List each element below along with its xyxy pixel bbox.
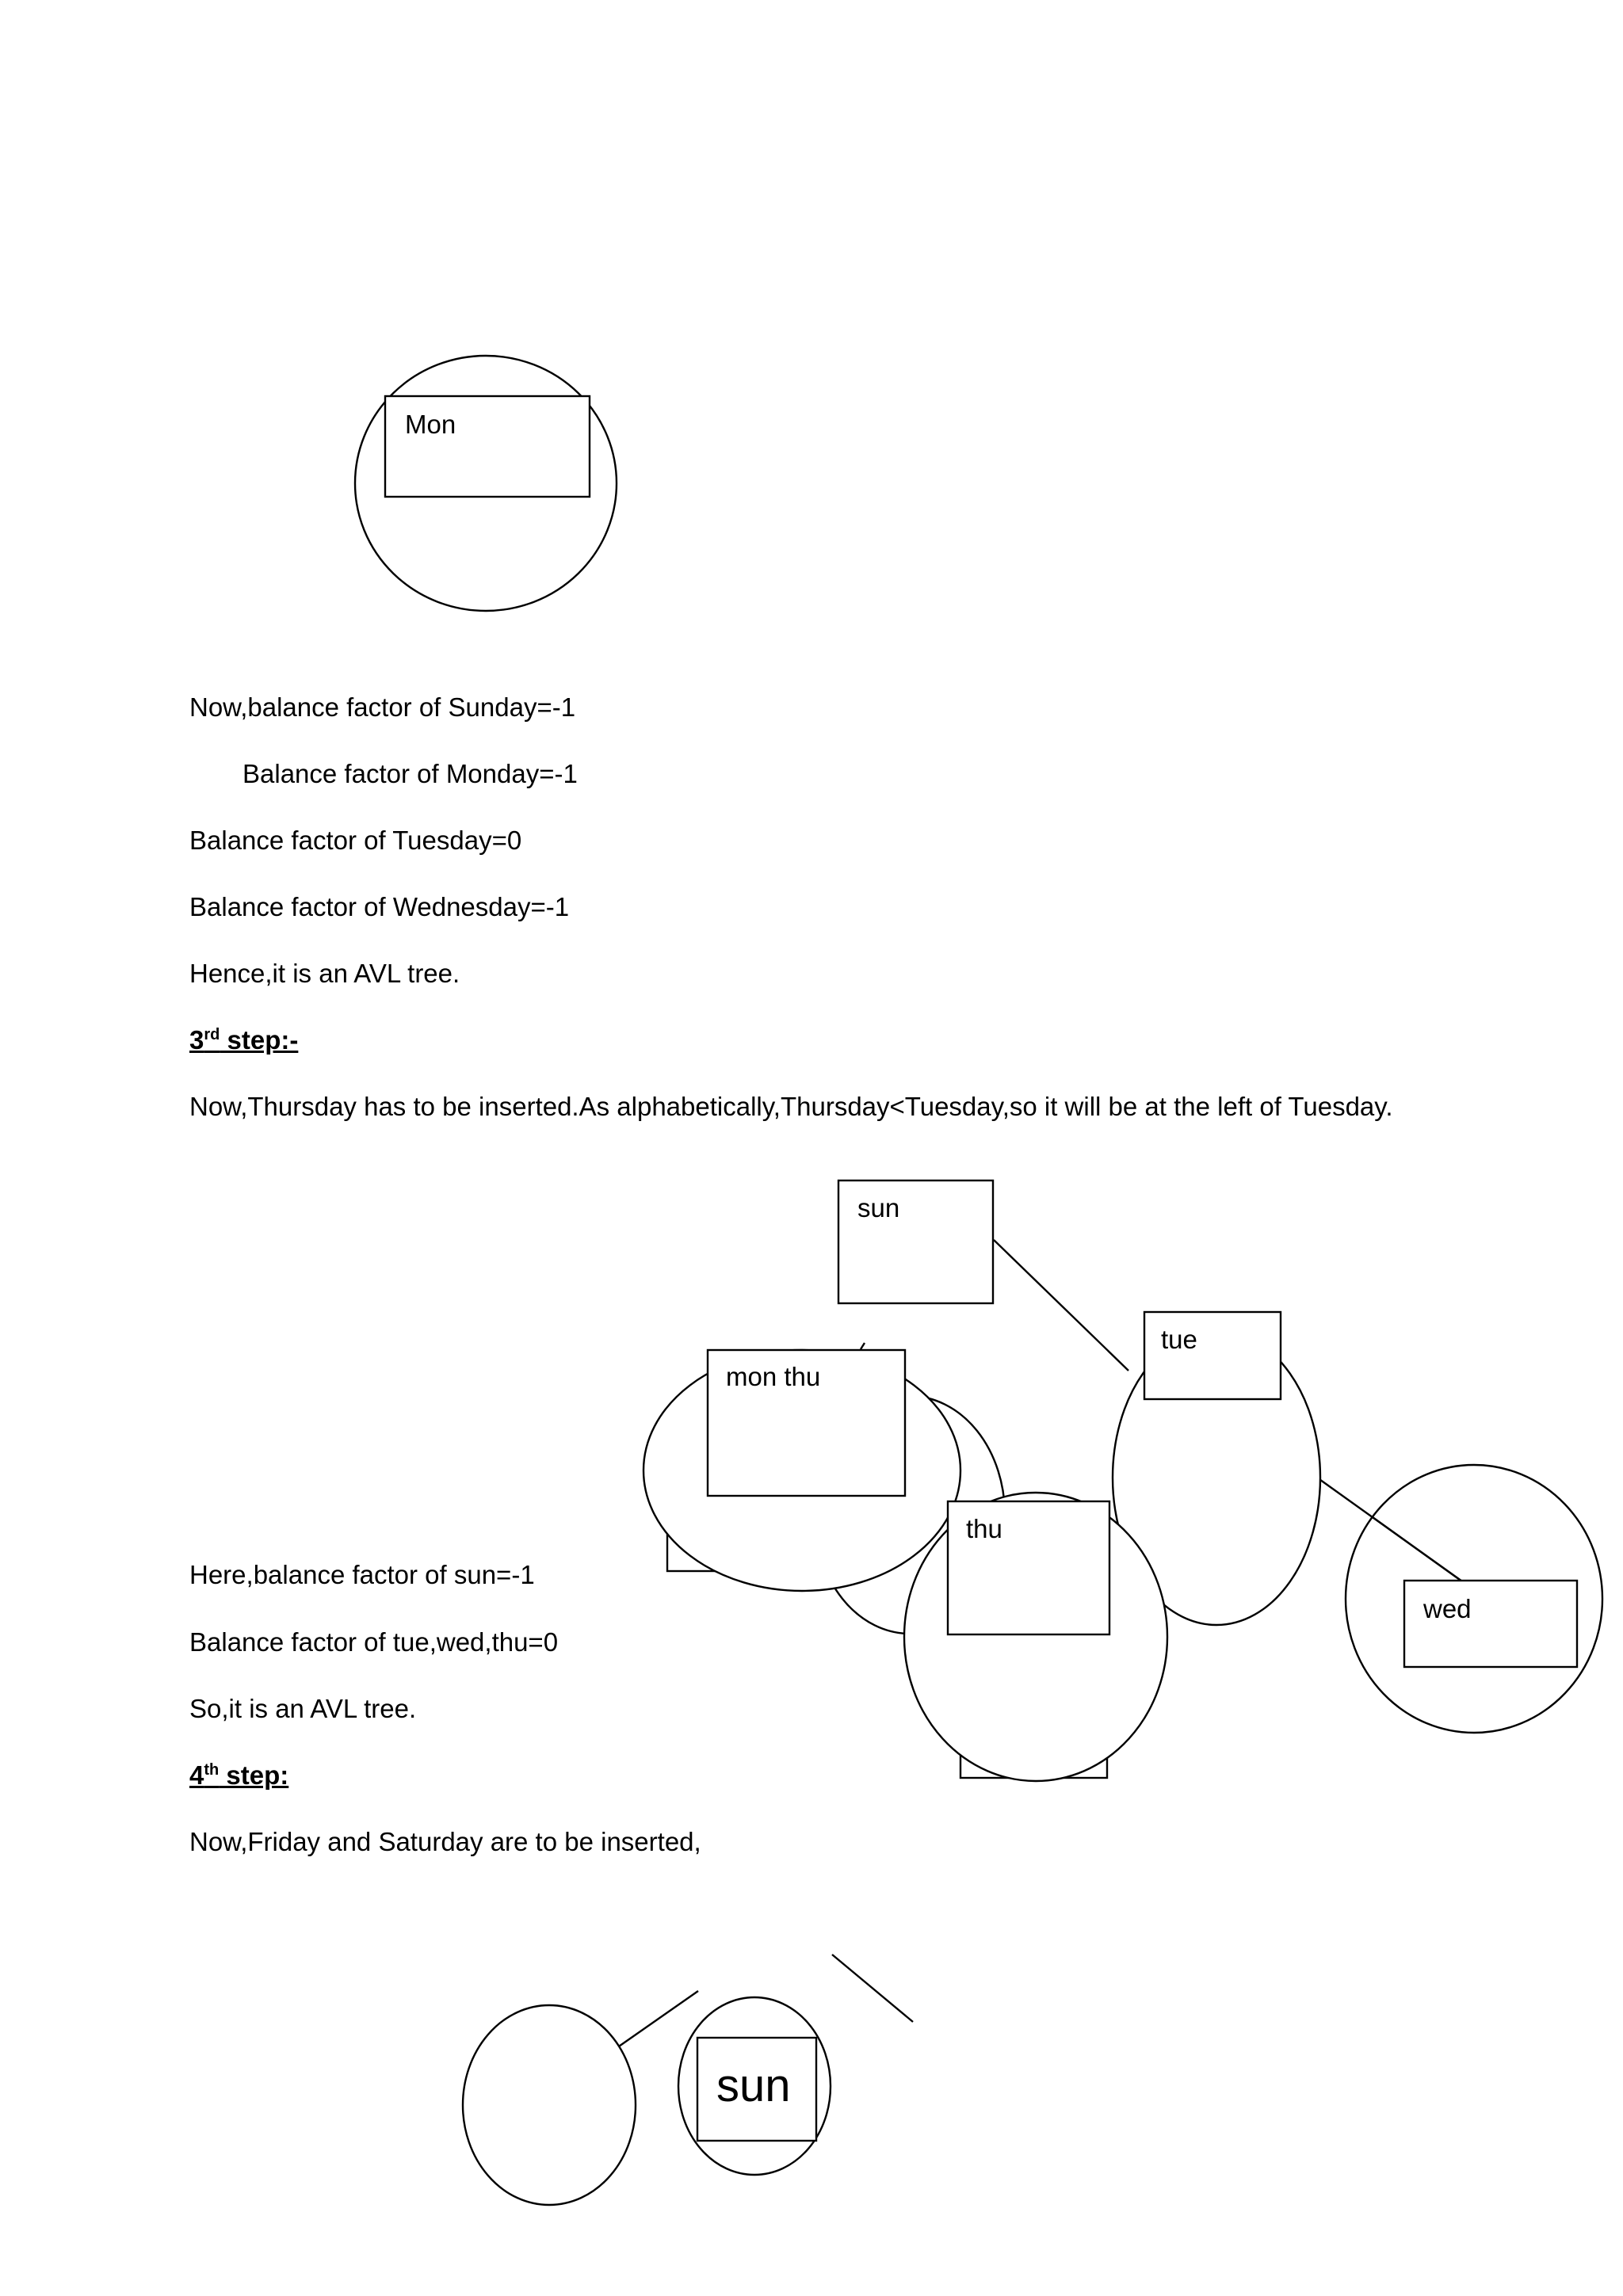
fri-sat-insert-text: Now,Friday and Saturday are to be inserted, xyxy=(189,1827,701,1856)
diagram3-tree xyxy=(463,1955,913,2205)
step3-label: step:- xyxy=(220,1025,299,1055)
wed-node-label: wed xyxy=(1423,1594,1472,1623)
thu-node-label: thu xyxy=(966,1514,1002,1543)
bf-monday-text: Balance factor of Monday=-1 xyxy=(242,759,578,788)
step4-heading xyxy=(189,1762,288,1788)
left-empty-node xyxy=(463,2005,636,2205)
diagram1-mon-node xyxy=(355,356,617,611)
avl-conclusion-2: So,it is an AVL tree. xyxy=(189,1694,417,1723)
bf-tuesday-text: Balance factor of Tuesday=0 xyxy=(189,826,522,855)
edge-to-right xyxy=(832,1955,913,2022)
mon-node-label: Mon xyxy=(405,410,456,439)
bf-sun-text: Here,balance factor of sun=-1 xyxy=(189,1560,535,1589)
tue-node-label: tue xyxy=(1161,1325,1197,1354)
thursday-insert-text: Now,Thursday has to be inserted.As alphabetically,Thursday<Tuesday,so it will be at the left of Tuesday. xyxy=(189,1092,1393,1121)
mon-thu-node-label: mon thu xyxy=(726,1362,821,1391)
edge-to-left xyxy=(617,1991,698,2048)
sun-node2-label: sun xyxy=(716,2060,791,2111)
bf-tue-wed-thu-text: Balance factor of tue,wed,thu=0 xyxy=(189,1627,559,1657)
edge-stub xyxy=(861,1343,865,1349)
diagram2-tree xyxy=(643,1180,1602,1781)
avl-conclusion-1: Hence,it is an AVL tree. xyxy=(189,959,460,988)
edge-sun-tue xyxy=(994,1240,1128,1371)
step4-ordinal: th xyxy=(204,1761,220,1779)
sun-node-label: sun xyxy=(857,1193,900,1222)
step4-number: 4 xyxy=(189,1760,204,1790)
step3-ordinal: rd xyxy=(204,1026,220,1043)
edge-tue-wed-over xyxy=(1373,1517,1462,1581)
bf-sunday-text: Now,balance factor of Sunday=-1 xyxy=(189,692,576,722)
step4-label: step: xyxy=(219,1760,289,1790)
step3-number: 3 xyxy=(189,1025,204,1055)
bf-wednesday-text: Balance factor of Wednesday=-1 xyxy=(189,892,570,921)
step3-heading xyxy=(189,1027,298,1053)
